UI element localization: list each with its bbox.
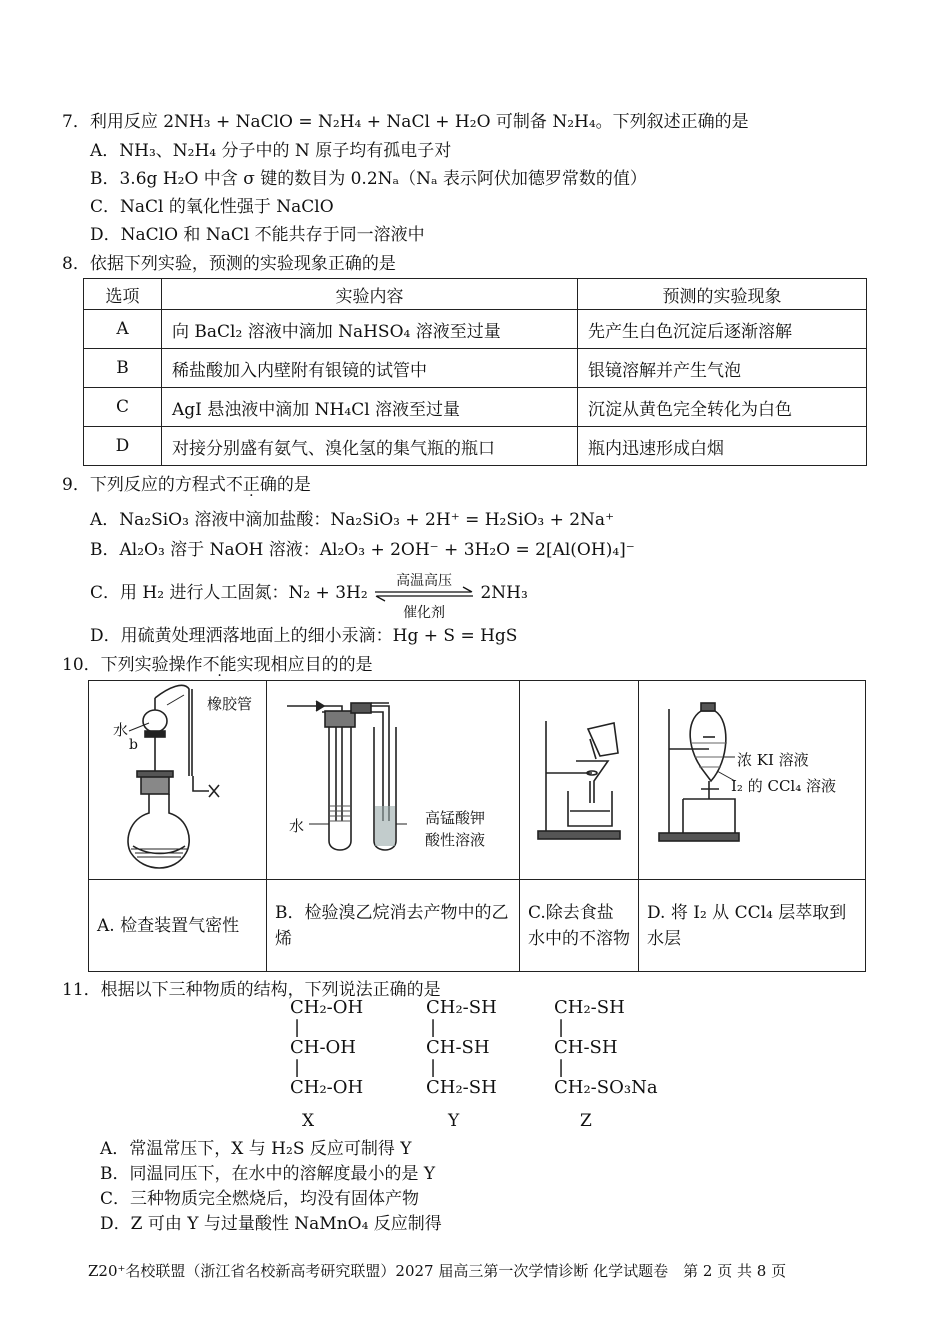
gas-test-tubes-figure	[267, 681, 519, 879]
q10-stem-post: 实现相应目的的是	[236, 655, 373, 675]
q10-caption-c: C.除去食盐水中的不溶物	[520, 880, 639, 972]
q8-cell: A	[84, 310, 162, 349]
label-x: X	[302, 1111, 315, 1131]
reversible-arrow	[373, 572, 475, 621]
label-z: Z	[580, 1111, 592, 1131]
filtration-figure	[520, 681, 638, 879]
funnel-filter-icon	[520, 681, 638, 879]
q8-cell: B	[84, 349, 162, 388]
q9-stem	[62, 470, 311, 495]
structure-x: CH₂-OH | CH-OH | CH₂-OH	[290, 997, 364, 1098]
label-kmno4: 高锰酸钾	[425, 809, 486, 827]
q9-stem-post: 的是	[276, 475, 311, 495]
equilibrium-arrow-icon	[373, 584, 475, 604]
structure-x-line: CH₂-OH	[290, 1077, 364, 1098]
label-water-b: 水	[289, 817, 305, 835]
structure-z: CH₂-SH | CH-SH | CH₂-SO₃Na	[554, 997, 658, 1098]
structure-y-line: CH₂-SH	[426, 1077, 497, 1098]
table-row	[84, 388, 867, 427]
q10-caption-d: D. 将 I₂ 从 CCl₄ 层萃取到水层	[639, 880, 866, 972]
arrow-condition-top: 高温高压	[396, 572, 453, 589]
structure-y-line: CH₂-SH	[426, 997, 497, 1018]
q10-table	[88, 680, 866, 972]
q9-option-a: A．Na₂SiO₃ 溶液中滴加盐酸：Na₂SiO₃ + 2H⁺ = H₂SiO₃ + 2Na⁺	[90, 510, 615, 530]
q9-option-c-pre: C．用 H₂ 进行人工固氮：N₂ + 3H₂	[90, 583, 368, 603]
q8-cell: 沉淀从黄色完全转化为白色	[578, 388, 867, 427]
q8-header: 预测的实验现象	[578, 279, 867, 310]
q7-option-c: C．NaCl 的氧化性强于 NaClO	[90, 197, 334, 217]
arrow-condition-bottom: 催化剂	[403, 604, 446, 621]
q11-stem: 11．根据以下三种物质的结构，下列说法正确的是	[62, 980, 441, 1000]
q9-stem-emphasis: 不正确	[225, 475, 277, 495]
q10-stem-emphasis: 不能	[202, 655, 237, 675]
q10-caption-a: A. 检查装置气密性	[89, 880, 267, 972]
q8-cell: D	[84, 427, 162, 466]
q11-option-c: C．三种物质完全燃烧后，均没有固体产物	[100, 1189, 420, 1209]
q10-caption-b: B．检验溴乙烷消去产物中的乙烯	[267, 880, 520, 972]
q10-figure-c-cell	[520, 681, 639, 880]
q9-option-b: B．Al₂O₃ 溶于 NaOH 溶液：Al₂O₃ + 2OH⁻ + 3H₂O = 2[Al(OH)₄]⁻	[90, 540, 635, 560]
q10-figure-d-cell	[639, 681, 866, 880]
label-water: 水	[113, 721, 129, 739]
q7-option-b: B．3.6g H₂O 中含 σ 键的数目为 0.2Nₐ（Nₐ 表示阿伏加德罗常数的值）	[90, 169, 647, 189]
table-row	[84, 349, 867, 388]
label-b: b	[129, 737, 138, 753]
q8-cell: 先产生白色沉淀后逐渐溶解	[578, 310, 867, 349]
structure-x-line: CH₂-OH	[290, 997, 364, 1018]
q8-cell: AgI 悬浊液中滴加 NH₄Cl 溶液至过量	[162, 388, 578, 427]
label-acidic-solution: 酸性溶液	[425, 831, 486, 849]
structure-y: CH₂-SH | CH-SH | CH₂-SH	[426, 997, 497, 1098]
q10-stem	[62, 650, 373, 675]
structure-x-line: CH-OH	[290, 1037, 357, 1058]
table-row	[84, 427, 867, 466]
q7-option-a: A．NH₃、N₂H₄ 分子中的 N 原子均有孤电子对	[90, 141, 452, 161]
label-i2-ccl4: I₂ 的 CCl₄ 溶液	[731, 777, 837, 795]
apparatus-airtightness-figure	[89, 681, 266, 879]
structure-z-line: CH₂-SO₃Na	[554, 1077, 658, 1098]
structure-y-line: CH-SH	[426, 1037, 490, 1058]
structure-z-line: CH₂-SH	[554, 997, 625, 1018]
label-rubber-tube: 橡胶管	[207, 695, 253, 713]
q8-table	[83, 278, 867, 466]
q9-stem-pre: 9．下列反应的方程式	[62, 475, 226, 495]
q8-cell: 向 BaCl₂ 溶液中滴加 NaHSO₄ 溶液至过量	[162, 310, 578, 349]
q8-cell: 对接分别盛有氨气、溴化氢的集气瓶的瓶口	[162, 427, 578, 466]
label-y: Y	[448, 1111, 460, 1131]
q7-option-d: D．NaClO 和 NaCl 不能共存于同一溶液中	[90, 225, 425, 245]
page-footer: Z20⁺名校联盟（浙江省名校新高考研究联盟）2027 届高三第一次学情诊断 化学试题卷 第 2 页 共 8 页	[88, 1262, 787, 1280]
q8-cell: 稀盐酸加入内壁附有银镜的试管中	[162, 349, 578, 388]
q8-cell: 瓶内迅速形成白烟	[578, 427, 867, 466]
q9-option-c-post: 2NH₃	[480, 583, 528, 603]
q8-header: 选项	[84, 279, 162, 310]
q7-stem: 7．利用反应 2NH₃ + NaClO = N₂H₄ + NaCl + H₂O 可制备 N₂H₄。下列叙述正确的是	[62, 112, 749, 132]
separatory-funnel-figure	[639, 681, 865, 879]
q10-figure-a-cell	[89, 681, 267, 880]
q10-figure-b-cell	[267, 681, 520, 880]
q9-option-c	[90, 572, 528, 621]
q8-cell: 银镜溶解并产生气泡	[578, 349, 867, 388]
q11-option-a: A．常温常压下，X 与 H₂S 反应可制得 Y	[100, 1139, 412, 1159]
q9-option-d: D．用硫黄处理洒落地面上的细小汞滴：Hg + S = HgS	[90, 626, 518, 646]
q10-stem-pre: 10．下列实验操作	[62, 655, 203, 675]
q8-stem: 8．依据下列实验，预测的实验现象正确的是	[62, 254, 396, 274]
q11-option-d: D．Z 可由 Y 与过量酸性 NaMnO₄ 反应制得	[100, 1214, 442, 1234]
q8-cell: C	[84, 388, 162, 427]
label-ki-solution: 浓 KI 溶液	[737, 751, 809, 769]
table-row	[84, 310, 867, 349]
structure-z-line: CH-SH	[554, 1037, 618, 1058]
q8-header: 实验内容	[162, 279, 578, 310]
q11-option-b: B．同温同压下，在水中的溶解度最小的是 Y	[100, 1164, 436, 1184]
